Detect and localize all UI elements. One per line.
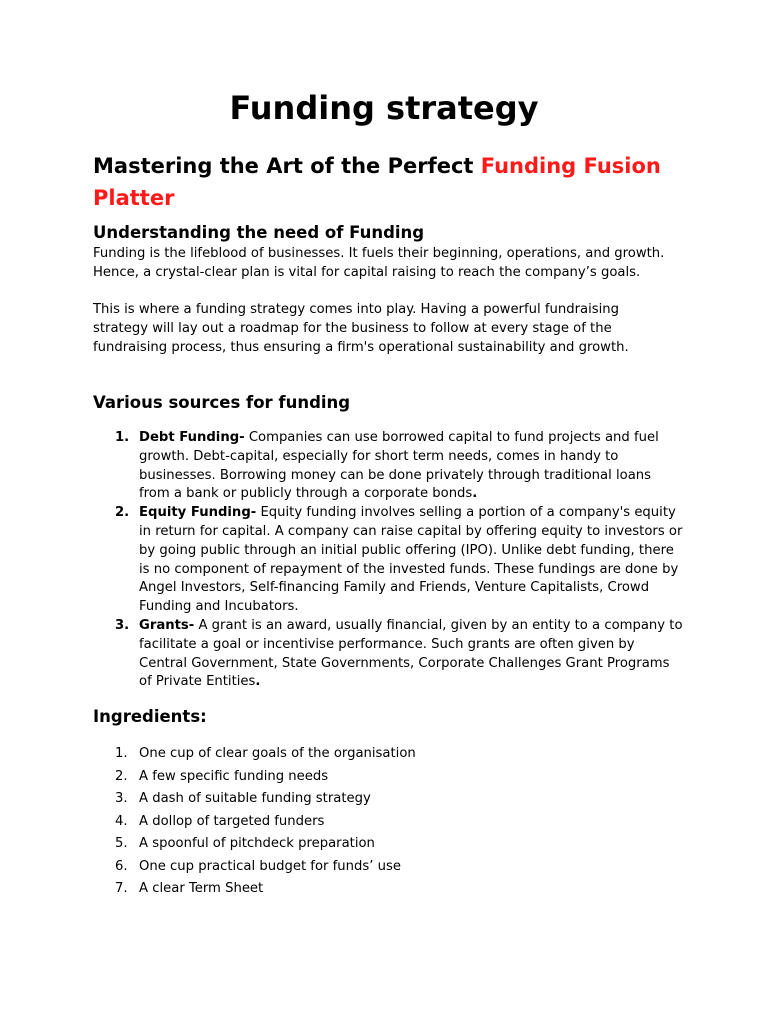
ingredient-item <box>93 743 683 766</box>
source-end: . <box>255 674 261 690</box>
ingredient-text: A spoonful of pitchdeck preparation <box>139 836 375 851</box>
ingredient-item <box>93 766 683 789</box>
ingredient-text: A dash of suitable funding strategy <box>139 791 371 806</box>
list-number: 5. <box>115 836 128 851</box>
ingredients-list <box>93 743 683 901</box>
ingredient-text: A clear Term Sheet <box>139 881 264 896</box>
sources-list <box>93 429 683 692</box>
subtitle-highlight: Funding Fusion Platter <box>93 154 661 210</box>
source-item-debt <box>93 429 683 504</box>
heading-ingredients: Ingredients: <box>93 707 207 726</box>
ingredient-text: One cup practical budget for funds’ use <box>139 858 401 874</box>
source-item-grants <box>93 617 683 692</box>
list-number: 1. <box>115 746 128 761</box>
ingredient-text: A dollop of targeted funders <box>139 813 325 829</box>
list-number: 4. <box>115 813 128 829</box>
source-text: A grant is an award, usually financial, given by an entity to a company to facilitate a goal or incentivise performance. Such grants are often given by Central Government, State Governments, Corporate Challenges Grant Programs of Private Entities <box>139 617 683 690</box>
source-title: Grants- <box>139 617 195 633</box>
list-number: 6. <box>115 858 128 874</box>
ingredient-item <box>93 811 683 834</box>
subtitle-prefix: Mastering the Art of the Perfect <box>93 154 481 178</box>
source-text: Companies can use borrowed capital to fund projects and fuel growth. Debt-capital, especially for short term needs, comes in handy to businesses. Borrowing money can be done privately through traditional loans from a bank or publicly through a corporate bonds <box>139 430 659 502</box>
subtitle <box>93 150 693 214</box>
paragraph-need-1: Funding is the lifeblood of businesses. It fuels their beginning, operations, and growth. Hence, a crystal-clear plan is vital for capital raising to reach the company’s goals. <box>93 246 665 280</box>
list-number: 2. <box>115 768 128 784</box>
list-number: 3. <box>115 617 130 633</box>
page-title: Funding strategy <box>229 89 539 127</box>
source-title: Equity Funding- <box>139 505 257 521</box>
heading-need-of-funding: Understanding the need of Funding <box>93 223 425 242</box>
list-number: 3. <box>115 791 128 806</box>
source-item-equity <box>93 504 683 617</box>
ingredient-item <box>93 788 683 811</box>
list-number: 1. <box>115 430 130 445</box>
ingredient-text: One cup of clear goals of the organisation <box>139 746 416 761</box>
list-number: 7. <box>115 881 128 896</box>
source-title: Debt Funding- <box>139 430 245 445</box>
source-end: . <box>472 486 478 502</box>
ingredient-text: A few specific funding needs <box>139 768 329 784</box>
ingredient-item <box>93 878 683 901</box>
paragraph-need-2: This is where a funding strategy comes into play. Having a powerful fundraising strategy will lay out a roadmap for the business to follow at every stage of the fundraising process, thus ensuring a firm's operational sustainability and growth. <box>93 302 629 355</box>
ingredient-item <box>93 833 683 856</box>
source-text: Equity funding involves selling a portion of a company's equity in return for capital. A company can raise capital by offering equity to investors or by going public through an initial public offering (IPO). Unlike debt funding, there is no component of repayment of the invested funds. These fundings are done by Angel Investors, Self-financing Family and Friends, Venture Capitalists, Crowd Funding and Incubators. <box>139 505 683 615</box>
list-number: 2. <box>115 505 130 521</box>
ingredient-item <box>93 856 683 879</box>
heading-sources: Various sources for funding <box>93 393 351 412</box>
